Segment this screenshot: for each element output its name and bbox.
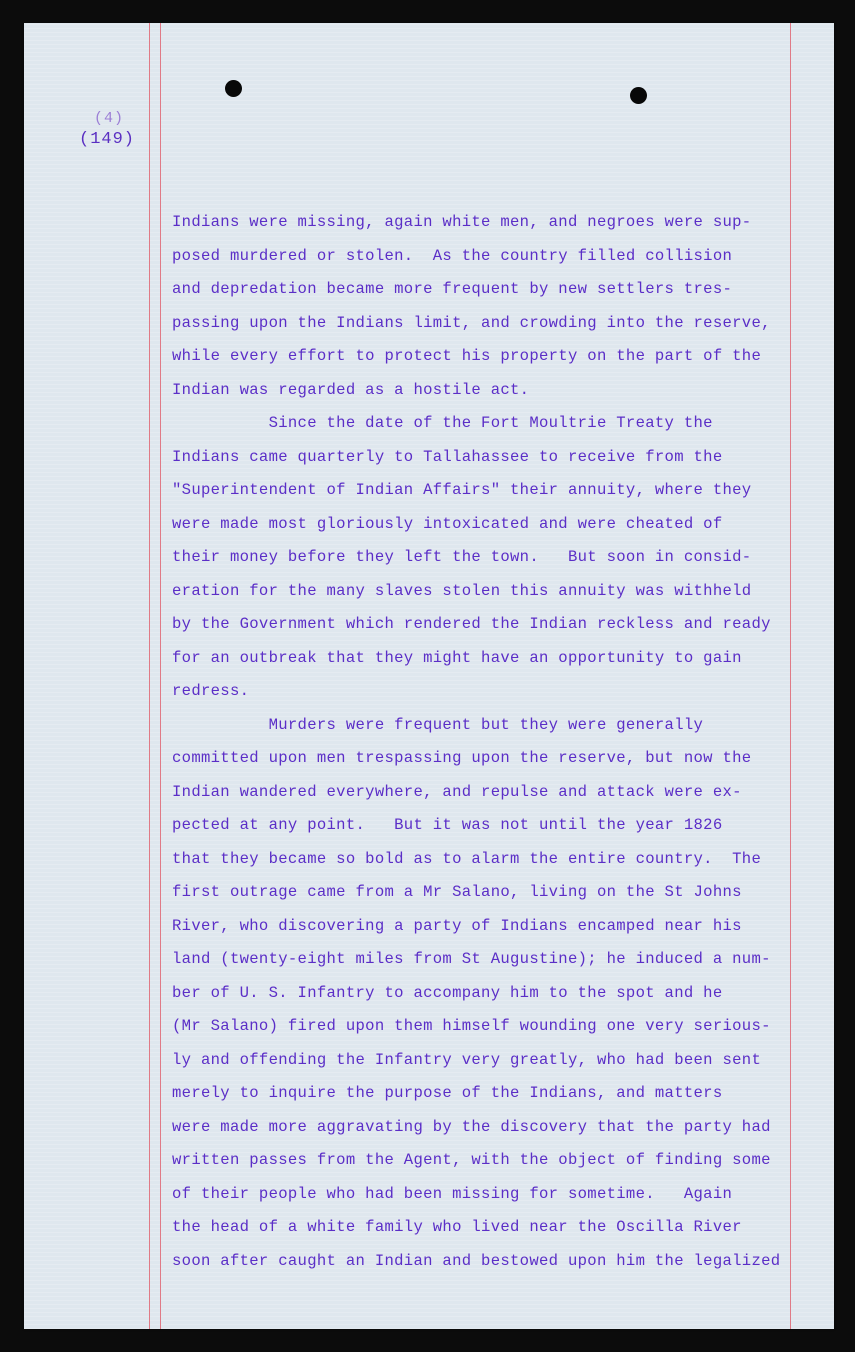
punch-hole-left — [225, 80, 242, 97]
text-line: the head of a white family who lived near the Oscilla River — [172, 1218, 742, 1236]
text-line: Indian wandered everywhere, and repulse and attack were ex- — [172, 782, 742, 801]
text-line: ber of U. S. Infantry to accompany him to the spot and he — [172, 983, 723, 1002]
text-line: Indians came quarterly to Tallahassee to receive from the — [172, 447, 723, 466]
text-line: soon after caught an Indian and bestowed upon him the legalized — [172, 1251, 781, 1270]
text-line: "Superintendent of Indian Affairs" their annuity, where they — [172, 481, 752, 499]
text-line: merely to inquire the purpose of the Indians, and matters — [172, 1084, 723, 1102]
text-line: of their people who had been missing for sometime. Again — [172, 1184, 733, 1203]
text-line: posed murdered or stolen. As the country filled collision — [172, 246, 733, 265]
text-line: ly and offending the Infantry very greatly, who had been sent — [172, 1050, 762, 1069]
text-line: while every effort to protect his property on the part of the — [172, 347, 762, 365]
text-line: for an outbreak that they might have an opportunity to gain — [172, 648, 742, 667]
text-line: redress. — [172, 682, 250, 700]
text-line: land (twenty-eight miles from St Augustine); he induced a num- — [172, 950, 771, 968]
text-line: committed upon men trespassing upon the reserve, but now the — [172, 749, 752, 767]
text-line: were made more aggravating by the discovery that the party had — [172, 1117, 771, 1136]
text-line: River, who discovering a party of Indians encamped near his — [172, 916, 742, 935]
text-line: Indians were missing, again white men, and negroes were sup- — [172, 213, 752, 231]
text-line: (Mr Salano) fired upon them himself wounding one very serious- — [172, 1017, 771, 1035]
text-line: Indian was regarded as a hostile act. — [172, 380, 530, 399]
text-line: passing upon the Indians limit, and crowding into the reserve, — [172, 313, 771, 332]
text-line: and depredation became more frequent by new settlers tres- — [172, 280, 733, 298]
left-margin-line-inner — [160, 23, 161, 1329]
text-line: first outrage came from a Mr Salano, living on the St Johns — [172, 883, 742, 901]
left-margin-line — [149, 23, 150, 1329]
text-line: their money before they left the town. But soon in consid- — [172, 548, 752, 566]
text-line: Murders were frequent but they were generally — [172, 715, 704, 734]
text-line: by the Government which rendered the Indian reckless and ready — [172, 615, 771, 633]
text-line: that they became so bold as to alarm the entire country. The — [172, 849, 762, 868]
punch-hole-right — [630, 87, 647, 104]
old-page-number: (4) — [94, 110, 125, 127]
text-line: were made most gloriously intoxicated and were cheated of — [172, 514, 723, 533]
text-line: written passes from the Agent, with the object of finding some — [172, 1151, 771, 1169]
page-number: (149) — [79, 130, 136, 149]
text-line: pected at any point. But it was not until the year 1826 — [172, 816, 723, 834]
text-line: Since the date of the Fort Moultrie Treaty the — [172, 414, 713, 432]
text-line: eration for the many slaves stolen this annuity was withheld — [172, 581, 752, 600]
typed-text-body — [172, 206, 812, 1278]
